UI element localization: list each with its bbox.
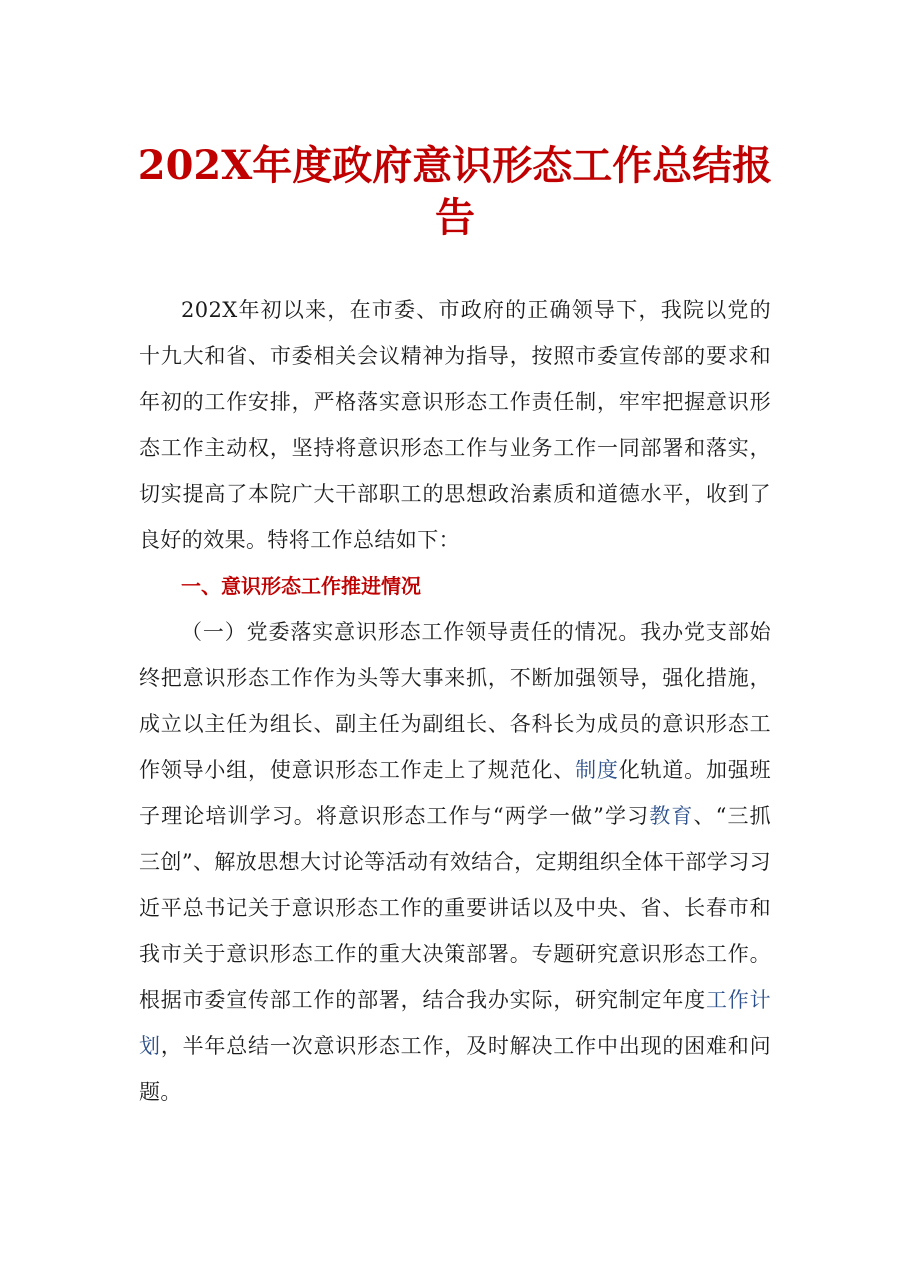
document-body [139, 287, 771, 1115]
paragraph-text: 、“三抓三创”、解放思想大讨论等活动有效结合，定期组织全体干部学习习近平总书记关于意识形态工作的重要讲话以及中央、省、长春市和我市关于意识形态工作的重大决策部署。专题研究意识形态工作。根据市委宣传部工作的部署，结合我办实际，研究制定年度 [139, 804, 771, 1012]
intro-paragraph: 202X年初以来，在市委、市政府的正确领导下，我院以党的十九大和省、市委相关会议精神为指导，按照市委宣传部的要求和年初的工作安排，严格落实意识形态工作责任制，牢牢把握意识形态工作主动权，坚持将意识形态工作与业务工作一同部署和落实，切实提高了本院广大干部职工的思想政治素质和道德水平，收到了良好的效果。特将工作总结如下： [139, 298, 771, 552]
education-link[interactable]: 教育 [649, 804, 694, 828]
system-link[interactable]: 制度 [575, 758, 619, 782]
paragraph-text: ，半年总结一次意识形态工作，及时解决工作中出现的困难和问题。 [139, 1034, 771, 1104]
section-paragraph [139, 609, 771, 1115]
document-title: 202X年度政府意识形态工作总结报告 [137, 142, 773, 241]
paragraph-text: （一）党委落实意识形态工作领导责任的情况。我办党支部始终把意识形态工作作为头等大事来抓，不断加强领导，强化措施，成立以主任为组长、副主任为副组长、各科长为成员的意识形态工作领导小组，使意识形态工作走上了规范化、 [139, 620, 771, 782]
paragraph-text: 化轨道。加强班子理论培训学习。将意识形态工作与“两学一做”学习 [139, 758, 771, 828]
work-plan-link[interactable]: 工作计划 [139, 988, 771, 1058]
section-heading: 一、意识形态工作推进情况 [181, 574, 421, 598]
